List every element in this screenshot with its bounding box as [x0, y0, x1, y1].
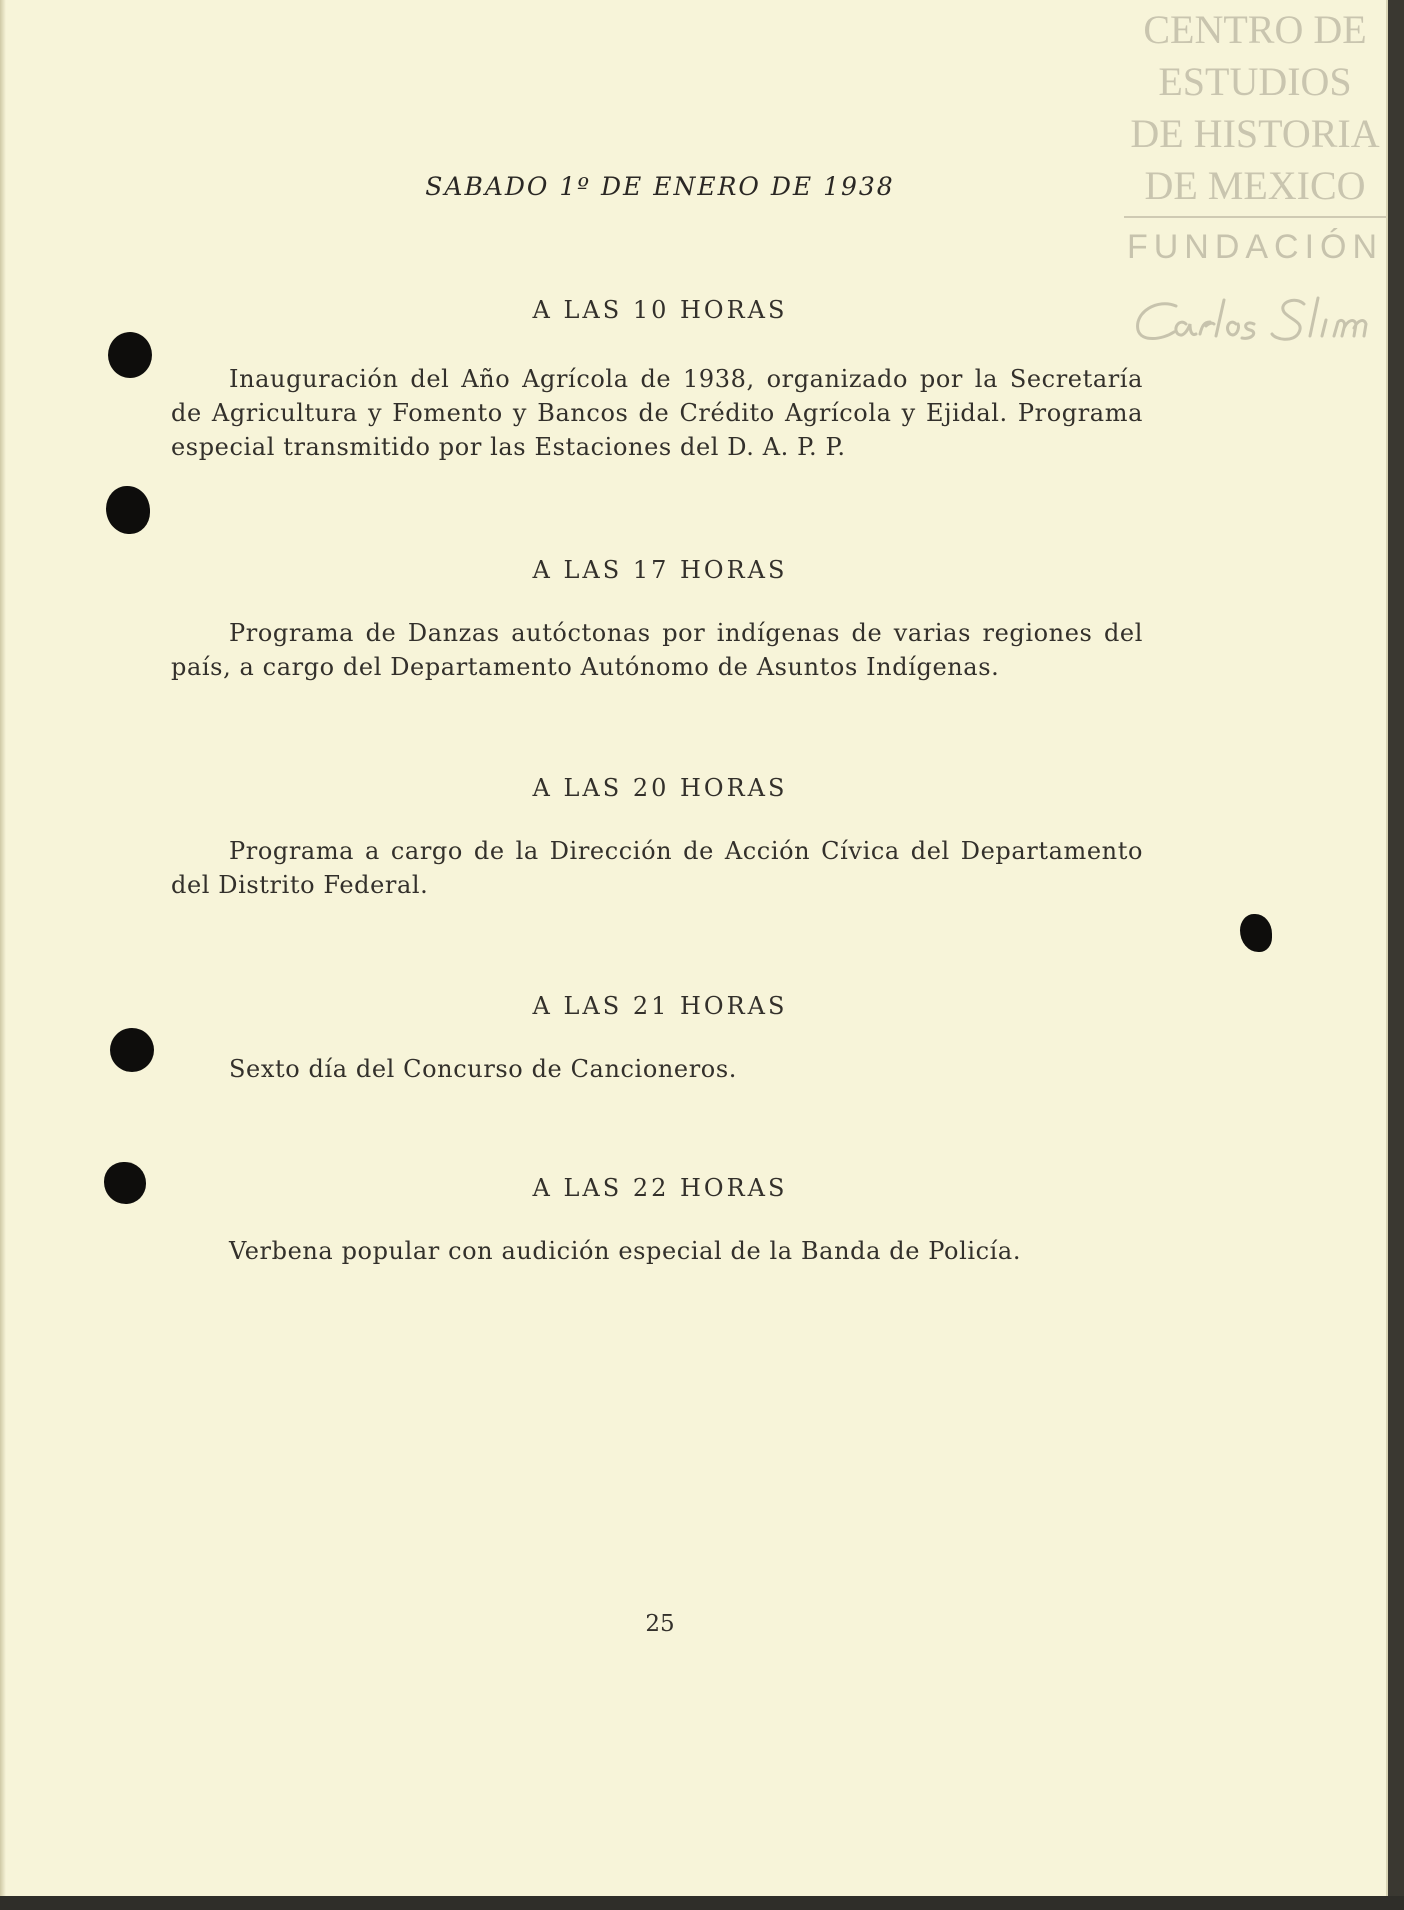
watermark-rule	[1124, 216, 1386, 218]
punch-hole	[106, 486, 150, 534]
watermark-line: ESTUDIOS	[1158, 59, 1352, 104]
punch-hole	[1240, 914, 1272, 952]
scan-bottom-edge	[0, 1896, 1404, 1910]
scan-right-edge	[1386, 0, 1404, 1910]
punch-hole	[110, 1028, 154, 1072]
page-title: SABADO 1º DE ENERO DE 1938	[425, 172, 895, 201]
watermark-line: CENTRO DE	[1143, 7, 1367, 52]
section-hour: A LAS 21 HORAS	[532, 992, 788, 1020]
watermark-line: DE HISTORIA	[1130, 111, 1380, 156]
section-hour: A LAS 10 HORAS	[532, 296, 788, 324]
section-hour: A LAS 22 HORAS	[532, 1174, 788, 1202]
watermark-line: DE MEXICO	[1144, 163, 1366, 208]
watermark-foundation: FUNDACIÓN	[1126, 228, 1384, 266]
section-text: Programa a cargo de la Dirección de Acción Cívica del Departamento del Distrito Federal.	[171, 837, 1143, 899]
page-number: 25	[645, 1611, 675, 1637]
section-hour: A LAS 17 HORAS	[532, 556, 788, 584]
section-text: Inauguración del Año Agrícola de 1938, organizado por la Secretaría de Agricultura y Fomento y Bancos de Crédito Agrícola y Ejidal. Programa especial transmitido por las Estaciones del D. A. P. P.	[171, 365, 1143, 461]
section-text: Sexto día del Concurso de Cancioneros.	[229, 1055, 738, 1083]
punch-hole	[108, 332, 152, 378]
section-hour: A LAS 20 HORAS	[532, 774, 788, 802]
section-text: Verbena popular con audición especial de la Banda de Policía.	[229, 1237, 1022, 1265]
section-text: Programa de Danzas autóctonas por indígenas de varias regiones del país, a cargo del Departamento Autónomo de Asuntos Indígenas.	[171, 619, 1143, 681]
